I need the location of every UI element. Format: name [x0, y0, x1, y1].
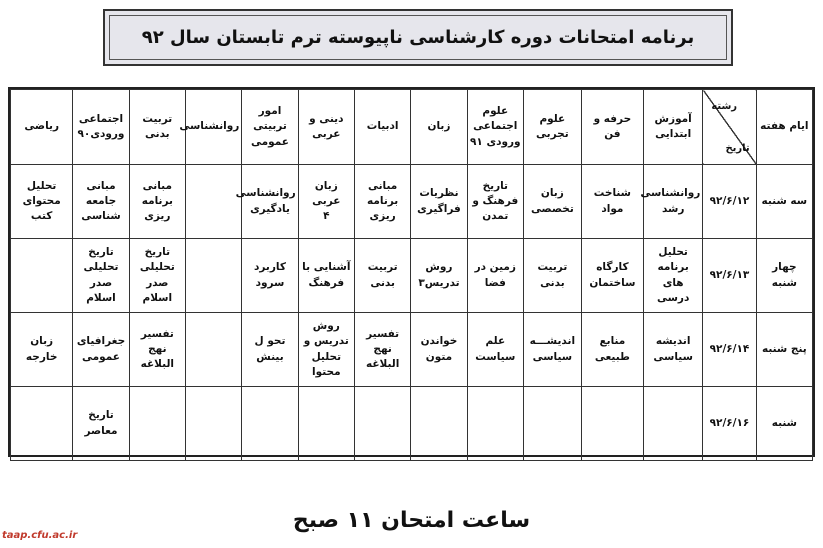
header-field: روانشناسی: [185, 90, 241, 165]
header-days: ایام هفته: [756, 90, 812, 165]
exam-cell: تربیت بدنی: [354, 239, 410, 313]
exam-cell: [467, 387, 523, 461]
header-field: آموزش ابتدایی: [644, 90, 703, 165]
exam-cell: [185, 313, 241, 387]
header-field: علوم اجتماعی ورودی ۹۱: [467, 90, 523, 165]
schedule-table: [10, 89, 813, 461]
exam-cell: جغرافیای عمومی: [73, 313, 129, 387]
exam-cell: [298, 387, 354, 461]
exam-cell: مبانی جامعه شناسی: [73, 165, 129, 239]
exam-cell: [242, 387, 298, 461]
header-row: [11, 90, 813, 165]
exam-cell: تحلیل محتوای کتب: [11, 165, 73, 239]
exam-cell: [644, 387, 703, 461]
exam-cell: روانشناسی یادگیری: [242, 165, 298, 239]
exam-cell: [11, 239, 73, 313]
exam-cell: اندیشه سیاسی: [644, 313, 703, 387]
exam-cell: شناخت مواد: [581, 165, 643, 239]
corner-field-label: رشته: [711, 101, 738, 112]
exam-cell: کارگاه ساختمان: [581, 239, 643, 313]
exam-cell: اندیشـــه سیاسی: [523, 313, 581, 387]
exam-cell: زبان عربی ۴: [298, 165, 354, 239]
exam-cell: منابع طبیعی: [581, 313, 643, 387]
exam-cell: [129, 387, 185, 461]
header-field: دینی و عربی: [298, 90, 354, 165]
exam-schedule-table: [8, 87, 815, 457]
date-cell: ۹۲/۶/۱۶: [703, 387, 756, 461]
title-box: [103, 9, 733, 66]
exam-cell: [185, 387, 241, 461]
day-cell: سه شنبه: [756, 165, 812, 239]
exam-cell: تاریخ تحلیلی صدر اسلام: [129, 239, 185, 313]
date-cell: ۹۲/۶/۱۲: [703, 165, 756, 239]
date-cell: ۹۲/۶/۱۴: [703, 313, 756, 387]
header-corner: [703, 90, 756, 165]
exam-cell: روش تدریس و تحلیل محتوا: [298, 313, 354, 387]
exam-cell: مبانی برنامه ریزی: [129, 165, 185, 239]
exam-cell: زمین در فضا: [467, 239, 523, 313]
exam-cell: [523, 387, 581, 461]
exam-cell: علم سیاست: [467, 313, 523, 387]
exam-cell: روانشناسی رشد: [644, 165, 703, 239]
table-row: [11, 165, 813, 239]
header-field: حرفه و فن: [581, 90, 643, 165]
exam-time-note: ساعت امتحان ۱۱ صبح: [292, 508, 531, 533]
exam-cell: تفسیر نهج البلاغه: [354, 313, 410, 387]
table-row: [11, 239, 813, 313]
exam-cell: تفسیر نهج البلاغه: [129, 313, 185, 387]
exam-cell: روش تدریس۳: [411, 239, 467, 313]
exam-cell: [185, 165, 241, 239]
exam-cell: زبان تخصصی: [523, 165, 581, 239]
exam-cell: کاربرد سرود: [242, 239, 298, 313]
header-field: ریاضی: [11, 90, 73, 165]
day-cell: چهار شنبه: [756, 239, 812, 313]
exam-cell: [581, 387, 643, 461]
exam-cell: تاریخ تحلیلی صدر اسلام: [73, 239, 129, 313]
site-link[interactable]: taap.cfu.ac.ir: [2, 530, 78, 541]
exam-cell: تحلیل برنامه های درسی: [644, 239, 703, 313]
header-field: تربیت بدنی: [129, 90, 185, 165]
exam-cell: تاریخ معاصر: [73, 387, 129, 461]
table-row: [11, 387, 813, 461]
exam-cell: [11, 387, 73, 461]
exam-cell: تاریخ فرهنگ و تمدن: [467, 165, 523, 239]
table-row: [11, 313, 813, 387]
exam-cell: تحو ل بینش: [242, 313, 298, 387]
exam-cell: نظریات فراگیری: [411, 165, 467, 239]
day-cell: شنبه: [756, 387, 812, 461]
corner-date-label: تاریخ: [725, 142, 750, 154]
page-title: برنامه امتحانات دوره کارشناسی ناپیوسته ترم تابستان سال ۹۲: [141, 27, 695, 48]
header-field: امور تربیتی عمومی: [242, 90, 298, 165]
header-field: ادبیات: [354, 90, 410, 165]
header-field: علوم تجربی: [523, 90, 581, 165]
exam-cell: خواندن متون: [411, 313, 467, 387]
exam-cell: [185, 239, 241, 313]
exam-cell: آشنایی با فرهنگ: [298, 239, 354, 313]
header-field: اجتماعی ورودی۹۰: [73, 90, 129, 165]
date-cell: ۹۲/۶/۱۳: [703, 239, 756, 313]
header-field: زبان: [411, 90, 467, 165]
day-cell: پنج شنبه: [756, 313, 812, 387]
exam-cell: تربیت بدنی: [523, 239, 581, 313]
exam-cell: [354, 387, 410, 461]
exam-cell: زبان خارجه: [11, 313, 73, 387]
exam-cell: [411, 387, 467, 461]
exam-cell: مبانی برنامه ریزی: [354, 165, 410, 239]
